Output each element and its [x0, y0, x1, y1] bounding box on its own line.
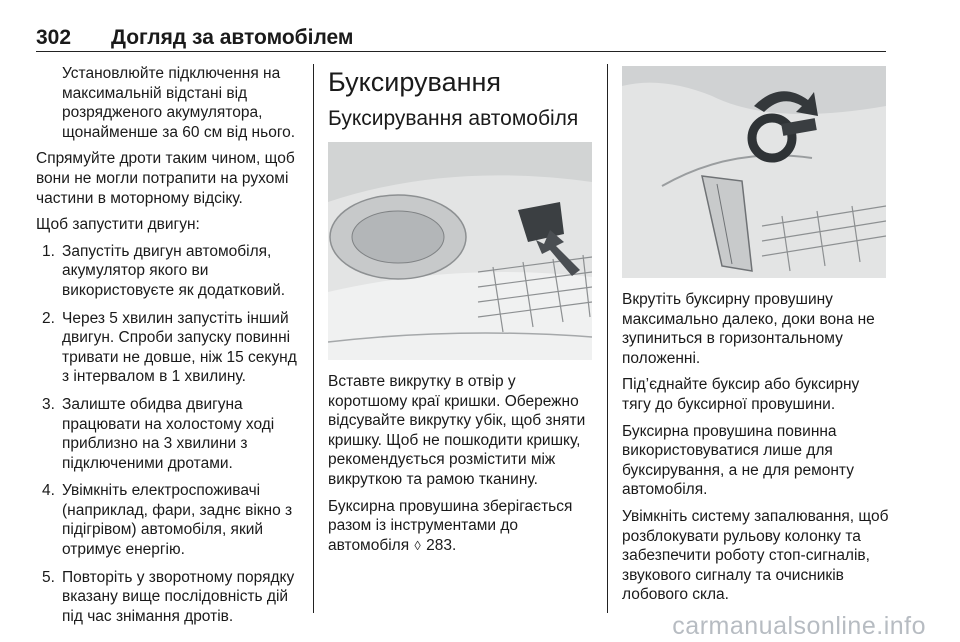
steps-list	[36, 242, 304, 627]
list-item	[36, 309, 304, 387]
paragraph-towing-only: Буксирна провушина повинна використовуватися лише для буксирування, а не для ремонту автомобіля.	[622, 422, 854, 499]
step-number: 3.	[42, 395, 55, 413]
paragraph-screw-in-eye: Вкрутіть буксирну провушину максимально далеко, доки вона не зупиниться в горизонтальному положенні.	[622, 291, 875, 367]
list-item	[36, 481, 304, 559]
column-divider-left	[313, 64, 314, 613]
step-text: Повторіть у зворотному порядку вказану вище послідовність дій під час знімання дротів.	[62, 568, 295, 625]
step-text: Залиште обидва двигуна працювати на холостому ході приблизно на 3 хвилини з підключеними дротами.	[62, 395, 275, 472]
step-text: Через 5 хвилин запустіть інший двигун. Спроби запуску повинні тривати не довше, ніж 15 секунд з інтервалом в 1 хвилину.	[62, 309, 297, 386]
list-item	[36, 568, 304, 627]
step-number: 4.	[42, 482, 55, 500]
paragraph-distance: Установлюйте підключення на максимальній відстані від розрядженого акумулятора, щонайменше за 60 см від нього.	[62, 65, 296, 141]
bumper-cover-drawing	[328, 142, 592, 360]
step-number: 2.	[42, 309, 55, 327]
step-number: 5.	[42, 568, 55, 586]
subsection-title: Буксирування автомобіля	[328, 107, 579, 130]
towing-eye-drawing	[622, 66, 886, 278]
chapter-title: Догляд за автомобілем	[111, 26, 354, 49]
paragraph-insert-screwdriver: Вставте викрутку в отвір у коротшому краї кришки. Обережно відсувайте викрутку убік, щоб зняти кришку. Щоб не пошкодити кришку, рекомендується розмістити між викруткою та рамою тканину.	[328, 373, 586, 488]
paragraph-eye-storage	[328, 497, 596, 556]
illustration-bumper-cover	[328, 142, 592, 360]
paragraph-attach-tow: Під’єднайте буксир або буксирну тягу до буксирної провушини.	[622, 376, 860, 413]
list-item	[36, 395, 304, 473]
column-divider-right	[607, 64, 608, 613]
page-number: 302	[36, 26, 72, 49]
column-right	[622, 66, 892, 612]
page-ref-icon: ◊	[414, 537, 421, 553]
step-text: Увімкніть електроспоживачі (наприклад, фари, заднє вікно з підігрівом) автомобіля, який отримує енергію.	[62, 482, 293, 559]
list-item	[36, 242, 304, 301]
page-header	[36, 26, 886, 54]
column-middle	[328, 66, 596, 562]
step-text: Запустіть двигун автомобіля, акумулятор якого ви використовуєте як додатковий.	[62, 242, 286, 299]
paragraph-cables: Спрямуйте дроти таким чином, щоб вони не могли потрапити на рухомі частини в моторному відсіку.	[36, 150, 295, 207]
illustration-towing-eye	[622, 66, 886, 278]
section-title: Буксирування	[328, 67, 502, 97]
page-ref-link[interactable]: 283.	[426, 536, 457, 554]
step-number: 1.	[42, 242, 55, 260]
paragraph-ignition: Увімкніть систему запалювання, щоб розблокувати рульову колонку та забезпечити роботу стоп-сигналів, звукового сигналу та очисників лобового скла.	[622, 507, 889, 604]
header-divider	[36, 51, 886, 52]
column-left	[36, 64, 304, 634]
storage-text: Буксирна провушина зберігається разом із інструментами до автомобіля	[328, 497, 573, 554]
watermark-brand: carmanualsonline.info	[672, 612, 926, 640]
paragraph-start-intro: Щоб запустити двигун:	[36, 216, 200, 234]
